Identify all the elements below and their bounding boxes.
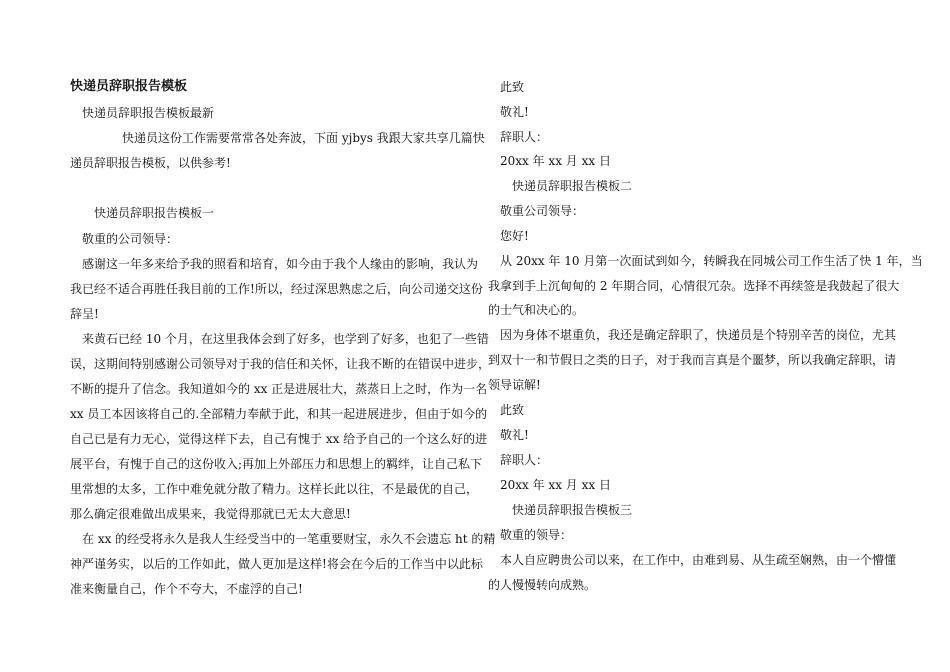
body-line: 本人自应聘贵公司以来，在工作中，由难到易、从生疏至娴熟，由一个懵懂 <box>500 553 897 567</box>
greeting-1: 敬重的公司领导： <box>82 232 179 246</box>
body-line: 那么确定很难做出成果来，我觉得那就已无太大意思! <box>70 507 351 521</box>
closing-regards: 敬礼! <box>500 105 529 119</box>
body-line: 感谢这一年多来给予我的照看和培育，如今由于我个人缘由的影响，我认为 <box>82 257 479 271</box>
intro-line-2: 递员辞职报告模板，以供参考! <box>70 156 231 170</box>
body-line: 的士气和决心的。 <box>488 303 585 317</box>
body-line: 从 20xx 年 10 月第一次面试到如今，转瞬我在同城公司工作生活了快 1 年，当 <box>500 254 923 268</box>
body-line: 展平台，有愧于自己的这份收入;再加上外部压力和思想上的羁绊，让自己私下 <box>70 457 483 471</box>
document-subtitle: 快递员辞职报告模板最新 <box>82 106 215 120</box>
body-line: 里常想的太多，工作中难免就分散了精力。这样长此以往，不是最优的自己， <box>70 482 479 496</box>
body-line: 领导谅解! <box>488 378 541 392</box>
closing-salutation: 此致 <box>500 403 525 417</box>
body-line: 辞呈! <box>70 307 99 321</box>
greeting-3: 敬重的领导： <box>500 528 573 542</box>
body-line: xx 员工本因该将自己的.全部精力奉献于此，和其一起进展进步，但由于如今的 <box>70 407 488 421</box>
body-line: 到双十一和节假日之类的日子，对于我而言真是个噩梦，所以我确定辞职，请 <box>488 353 897 367</box>
body-line: 的人慢慢转向成熟。 <box>488 578 597 592</box>
signature-label: 辞职人： <box>500 130 549 144</box>
body-line: 准来衡量自己，作个不夸大，不虚浮的自己! <box>70 582 303 596</box>
signature-label: 辞职人： <box>500 453 549 467</box>
body-line: 自己已是有力无心，觉得这样下去，自己有愧于 xx 给予自己的一个这么好的进 <box>70 432 488 446</box>
date-line: 20xx 年 xx 月 xx 日 <box>500 154 611 168</box>
closing-regards: 敬礼! <box>500 428 529 442</box>
document-title: 快递员辞职报告模板 <box>70 79 188 94</box>
body-line: 误，这期间特别感谢公司领导对于我的信任和关怀，让我不断的在错误中进步， <box>70 357 491 371</box>
body-line: 我拿到手上沉甸甸的 2 年期合同，心情很冗杂。选择不再续签是我鼓起了很大 <box>488 279 900 293</box>
greeting-2: 敬重公司领导： <box>500 204 585 218</box>
hello-line: 您好! <box>500 229 529 243</box>
body-line: 我已经不适合再胜任我目前的工作!所以，经过深思熟虑之后，向公司递交这份 <box>70 282 483 296</box>
section-title-1: 快递员辞职报告模板一 <box>94 206 215 220</box>
closing-salutation: 此致 <box>500 80 525 94</box>
section-title-3: 快递员辞职报告模板三 <box>512 503 633 517</box>
body-line: 来黄石已经 10 个月，在这里我体会到了好多，也学到了好多，也犯了一些错 <box>82 332 489 346</box>
body-line: 不断的提升了信念。我知道如今的 xx 正是进展壮大，蒸蒸日上之时，作为一名 <box>70 382 488 396</box>
body-line: 神严谨务实，以后的工作如此，做人更加是这样!将会在今后的工作当中以此标 <box>70 557 483 571</box>
body-line: 在 xx 的经受将永久是我人生经受当中的一笔重要财宝，永久不会遗忘 ht 的精 <box>82 532 496 546</box>
date-line: 20xx 年 xx 月 xx 日 <box>500 478 611 492</box>
intro-line-1: 快递员这份工作需要常常各处奔波，下面 yjbys 我跟大家共享几篇快 <box>122 131 485 145</box>
section-title-2: 快递员辞职报告模板二 <box>512 179 633 193</box>
body-line: 因为身体不堪重负，我还是确定辞职了，快递员是个特别辛苦的岗位，尤其 <box>500 328 897 342</box>
